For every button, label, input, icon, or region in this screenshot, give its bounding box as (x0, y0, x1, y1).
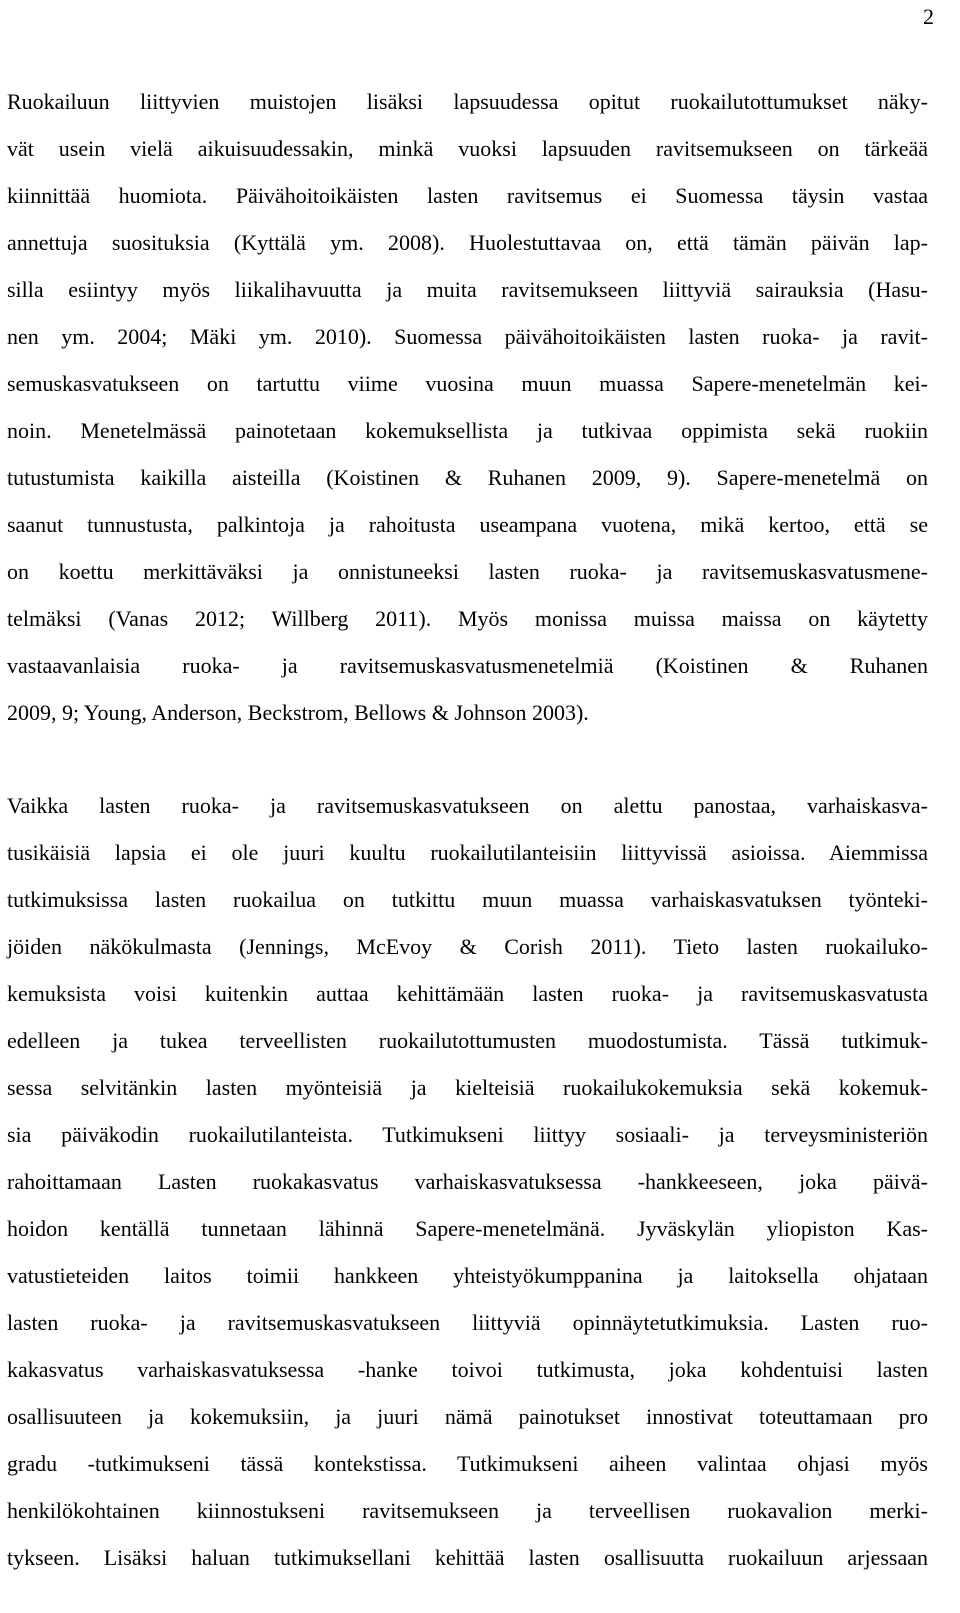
text-line: nen ym. 2004; Mäki ym. 2010). Suomessa päivähoitoikäisten lasten ruoka- ja ravit- (7, 324, 928, 349)
text-line: vät usein vielä aikuisuudessakin, minkä vuoksi lapsuuden ravitsemukseen on tärkeää (7, 136, 928, 161)
text-line: tutkimuksissa lasten ruokailua on tutkittu muun muassa varhaiskasvatuksen työnteki- (7, 887, 928, 912)
text-line: osallisuuteen ja kokemuksiin, ja juuri nämä painotukset innostivat toteuttamaan pro (7, 1404, 928, 1429)
text-line: rahoittamaan Lasten ruokakasvatus varhaiskasvatuksessa -hankkeeseen, joka päivä- (7, 1169, 928, 1194)
text-line: hoidon kentällä tunnetaan lähinnä Sapere-menetelmänä. Jyväskylän yliopiston Kas- (7, 1216, 928, 1241)
text-line: semuskasvatukseen on tartuttu viime vuosina muun muassa Sapere-menetelmän kei- (7, 371, 928, 396)
text-line: vastaavanlaisia ruoka- ja ravitsemuskasvatusmenetelmiä (Koistinen & Ruhanen (7, 653, 928, 678)
text-line: kemuksista voisi kuitenkin auttaa kehittämään lasten ruoka- ja ravitsemuskasvatusta (7, 981, 928, 1006)
text-line: on koettu merkittäväksi ja onnistuneeksi lasten ruoka- ja ravitsemuskasvatusmene- (7, 559, 928, 584)
text-line: telmäksi (Vanas 2012; Willberg 2011). Myös monissa muissa maissa on käytetty (7, 606, 928, 631)
text-line: gradu -tutkimukseni tässä kontekstissa. Tutkimukseni aiheen valintaa ohjasi myös (7, 1451, 928, 1476)
text-line: 2009, 9; Young, Anderson, Beckstrom, Bellows & Johnson 2003). (7, 700, 589, 725)
page-number: 2 (923, 4, 934, 29)
text-line: saanut tunnustusta, palkintoja ja rahoitusta useampana vuotena, mikä kertoo, että se (7, 512, 928, 537)
text-line: tusikäisiä lapsia ei ole juuri kuultu ruokailutilanteisiin liittyvissä asioissa. Aiemmissa (7, 840, 928, 865)
text-line: kiinnittää huomiota. Päivähoitoikäisten lasten ravitsemus ei Suomessa täysin vastaa (7, 183, 928, 208)
text-line: henkilökohtainen kiinnostukseni ravitsemukseen ja terveellisen ruokavalion merki- (7, 1498, 928, 1523)
text-line: Vaikka lasten ruoka- ja ravitsemuskasvatukseen on alettu panostaa, varhaiskasva- (7, 793, 928, 818)
text-line: kakasvatus varhaiskasvatuksessa -hanke toivoi tutkimusta, joka kohdentuisi lasten (7, 1357, 928, 1382)
text-line: sia päiväkodin ruokailutilanteista. Tutkimukseni liittyy sosiaali- ja terveysministeriön (7, 1122, 928, 1147)
text-line: silla esiintyy myös liikalihavuutta ja muita ravitsemukseen liittyviä sairauksia (Hasu- (7, 277, 928, 302)
text-line: tykseen. Lisäksi haluan tutkimuksellani kehittää lasten osallisuutta ruokailuun arjessaan (7, 1545, 928, 1570)
text-line: jöiden näkökulmasta (Jennings, McEvoy & Corish 2011). Tieto lasten ruokailuko- (7, 934, 928, 959)
text-line: lasten ruoka- ja ravitsemuskasvatukseen liittyviä opinnäytetutkimuksia. Lasten ruo- (7, 1310, 928, 1335)
text-line: Ruokailuun liittyvien muistojen lisäksi lapsuudessa opitut ruokailutottumukset näky- (7, 89, 928, 114)
text-line: tutustumista kaikilla aisteilla (Koistinen & Ruhanen 2009, 9). Sapere-menetelmä on (7, 465, 928, 490)
text-line: edelleen ja tukea terveellisten ruokailutottumusten muodostumista. Tässä tutkimuk- (7, 1028, 928, 1053)
text-line: sessa selvitänkin lasten myönteisiä ja kielteisiä ruokailukokemuksia sekä kokemuk- (7, 1075, 928, 1100)
text-line: noin. Menetelmässä painotetaan kokemuksellista ja tutkivaa oppimista sekä ruokiin (7, 418, 928, 443)
text-line: vatustieteiden laitos toimii hankkeen yhteistyökumppanina ja laitoksella ohjataan (7, 1263, 928, 1288)
text-line: annettuja suosituksia (Kyttälä ym. 2008). Huolestuttavaa on, että tämän päivän lap- (7, 230, 928, 255)
